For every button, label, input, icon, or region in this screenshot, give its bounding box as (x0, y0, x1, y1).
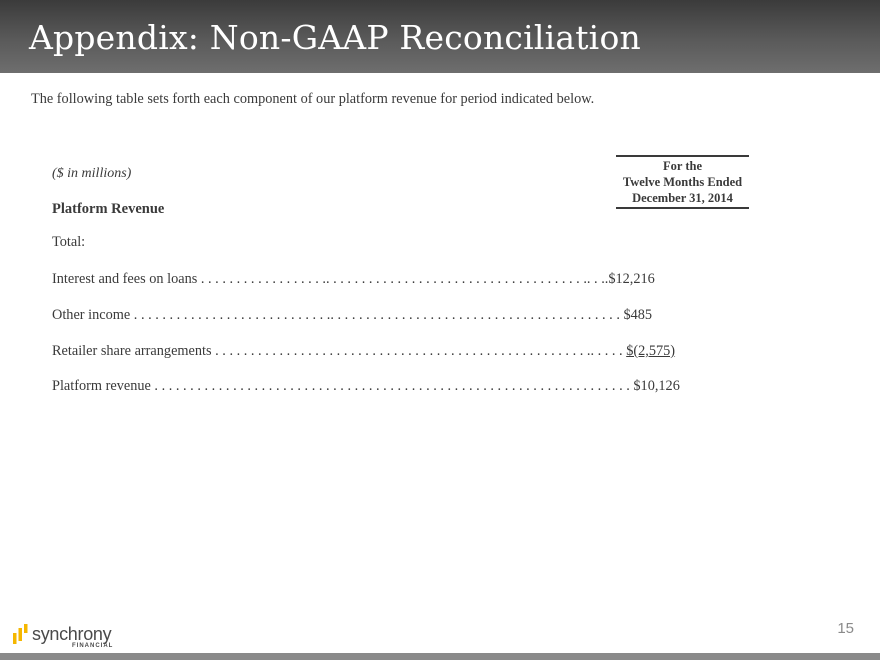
table-row (52, 307, 652, 324)
logo-subtext: FINANCIAL (72, 643, 114, 649)
row-label: Retailer share arrangements (52, 343, 212, 359)
column-header-line: Twelve Months Ended (622, 175, 743, 189)
table-row (52, 271, 655, 288)
table-row (52, 234, 85, 251)
page-number: 15 (837, 620, 854, 637)
synchrony-logo (12, 624, 132, 650)
table-row (52, 378, 680, 395)
title-bar (0, 0, 880, 73)
section-label: Platform Revenue (52, 201, 165, 217)
logo-bars-icon (12, 624, 30, 646)
row-value: $(2,575) (626, 343, 676, 359)
row-value: $12,216 (608, 271, 655, 287)
row-leader-dots: . . . . . . . . . . . . . . . . . . . . . . . . . . . . . . . . . . . . . . . . . . . . . . . . . . . . .. . . . . (211, 343, 627, 359)
row-value: $10,126 (633, 378, 680, 394)
row-label: Other income (52, 307, 131, 323)
units-label: ($ in millions) (52, 166, 132, 181)
bottom-bar (0, 653, 880, 660)
row-leader-dots: . . . . . . . . . . . . . . . . . . . . . . . . . . . . . . . . . . . . . . . . . . . . . . . . . . . . . . . . . . . . . . . . . . . (150, 378, 634, 394)
row-label: Interest and fees on loans (52, 271, 198, 287)
table-row (52, 343, 675, 360)
row-label: Total: (52, 234, 86, 250)
logo-wordmark: synchrony (32, 624, 112, 644)
row-label: Platform revenue (52, 378, 151, 394)
row-leader-dots: . . . . . . . . . . . . . . . . . .. . . . . . . . . . . . . . . . . . . . . . . . . . . . . . . . . . . . .. . .. (197, 271, 609, 287)
column-header (616, 155, 749, 209)
page-title: Appendix: Non-GAAP Reconciliation (29, 18, 641, 57)
column-header-line: December 31, 2014 (632, 191, 733, 205)
row-leader-dots: . . . . . . . . . . . . . . . . . . . . . . . . . . . .. . . . . . . . . . . . . . . . . . . . . . . . . . . . . . . . . . . . . . . . . (130, 307, 624, 323)
row-value: $485 (623, 307, 653, 323)
column-header-line: For the (663, 159, 702, 173)
intro-text: The following table sets forth each component of our platform revenue for period indicated below. (31, 91, 595, 107)
